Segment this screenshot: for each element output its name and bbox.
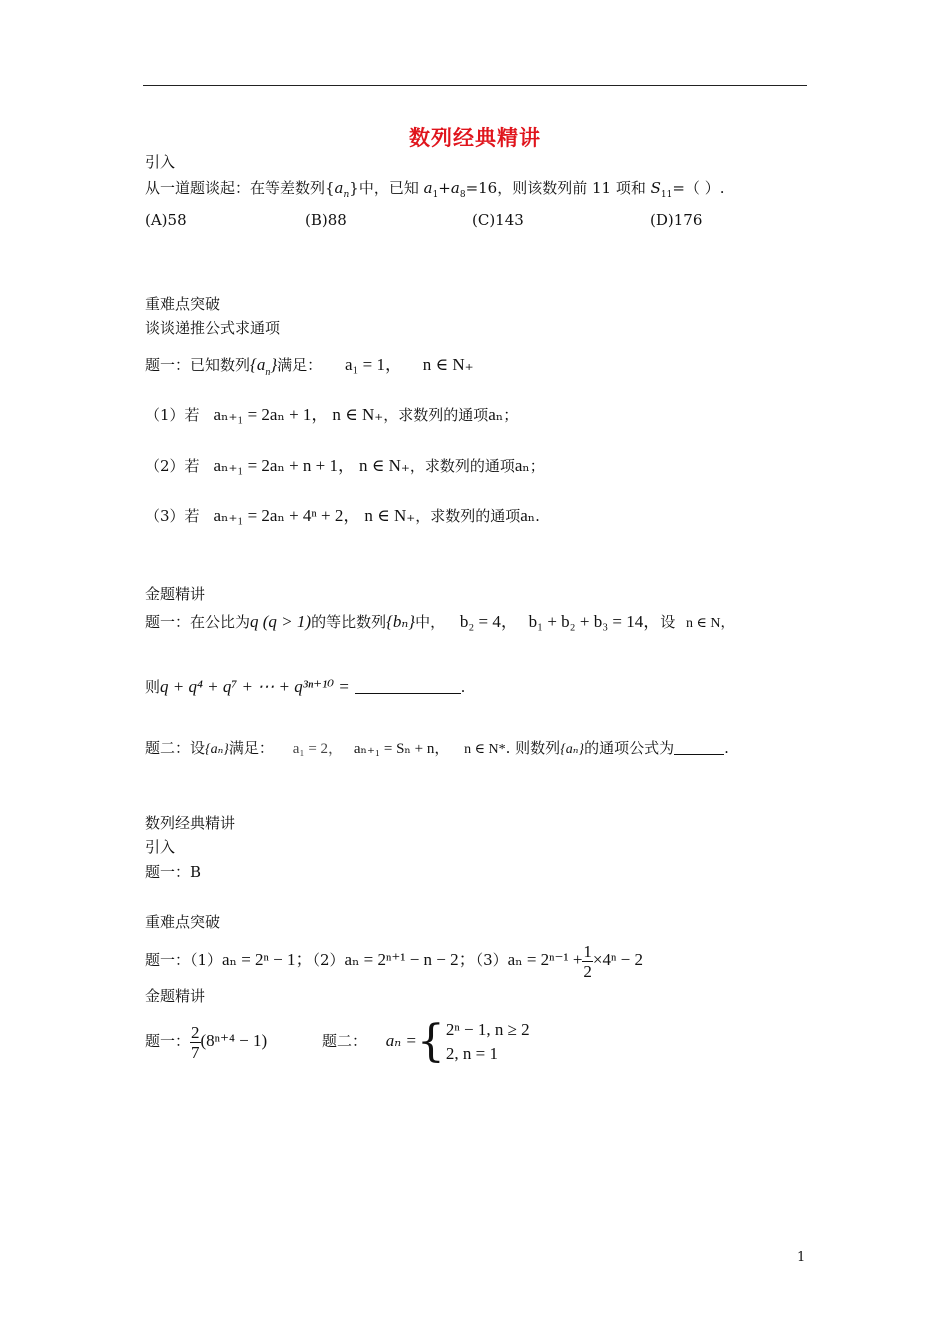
option-d: (D)176 [650,211,703,229]
header-rule [143,85,807,86]
option-b: (B)88 [305,211,347,229]
document-title: 数列经典精讲 [409,126,541,150]
intro-heading: 引入 [145,153,176,171]
gold-heading: 金题精讲 [145,585,206,603]
answers-gold-heading: 金题精讲 [145,987,206,1005]
option-a: (A)58 [145,211,187,229]
answers-key-heading: 重难点突破 [145,913,221,931]
answer-blank [355,693,461,694]
answers-title: 数列经典精讲 [145,814,236,832]
key-part-1: （1）若 aₙ₊₁ = 2aₙ + 1， n ∈ N₊，求数列的通项aₙ； [145,405,519,424]
answers-intro: 题一：B [145,863,202,881]
intro-problem: 从一道题谈起：在等差数列$\{a_n\}$中，已知 $a_1+a_8=16$，则该数列前 11 项和 $S_{11}=$（ ）. [145,179,725,200]
gold-q1-line2: 则q + q⁴ + q⁷ + ⋯ + q³ⁿ⁺¹⁰ = . [145,677,466,696]
key-part-2: （2）若 aₙ₊₁ = 2aₙ + n + 1， n ∈ N₊，求数列的通项aₙ； [145,456,545,475]
key-points-subheading: 谈谈递推公式求通项 [145,319,281,337]
key-part-3: （3）若 aₙ₊₁ = 2aₙ + 4ⁿ + 2， n ∈ N₊，求数列的通项aₙ. [145,506,540,525]
answers-key: 题一：（1）aₙ = 2ⁿ − 1；（2）aₙ = 2ⁿ⁺¹ − n − 2；（3）aₙ = 2ⁿ⁻¹ + $\frac{1}{2}$ ×4ⁿ − 2 [145,941,643,981]
option-c: (C)143 [472,211,524,229]
answers-intro-heading: 引入 [145,838,176,856]
answer-blank-2 [674,754,724,755]
page-number: 1 [797,1250,806,1265]
key-q1: 题一：已知数列$\{a_n\}$满足： a₁ = 1， n ∈ N₊ [145,355,474,378]
answers-gold: 题一： $\frac{2}{7}$ (8ⁿ⁺⁴ − 1) 题二： aₙ ={ 2ⁿ − 1, n ≥ 2 2, n = 1 [145,1016,530,1067]
gold-q2: 题二：设{aₙ}满足： a₁ = 2， aₙ₊₁ = Sₙ + n， n ∈ N*. 则数列{aₙ}的通项公式为 . [145,739,729,757]
gold-q1-line1: 题一：在公比为q (q > 1)的等比数列{bₙ}中， b₂ = 4， b₁ + b₂ + b₃ = 14，设 n ∈ N， [145,612,735,631]
key-points-heading: 重难点突破 [145,295,221,313]
